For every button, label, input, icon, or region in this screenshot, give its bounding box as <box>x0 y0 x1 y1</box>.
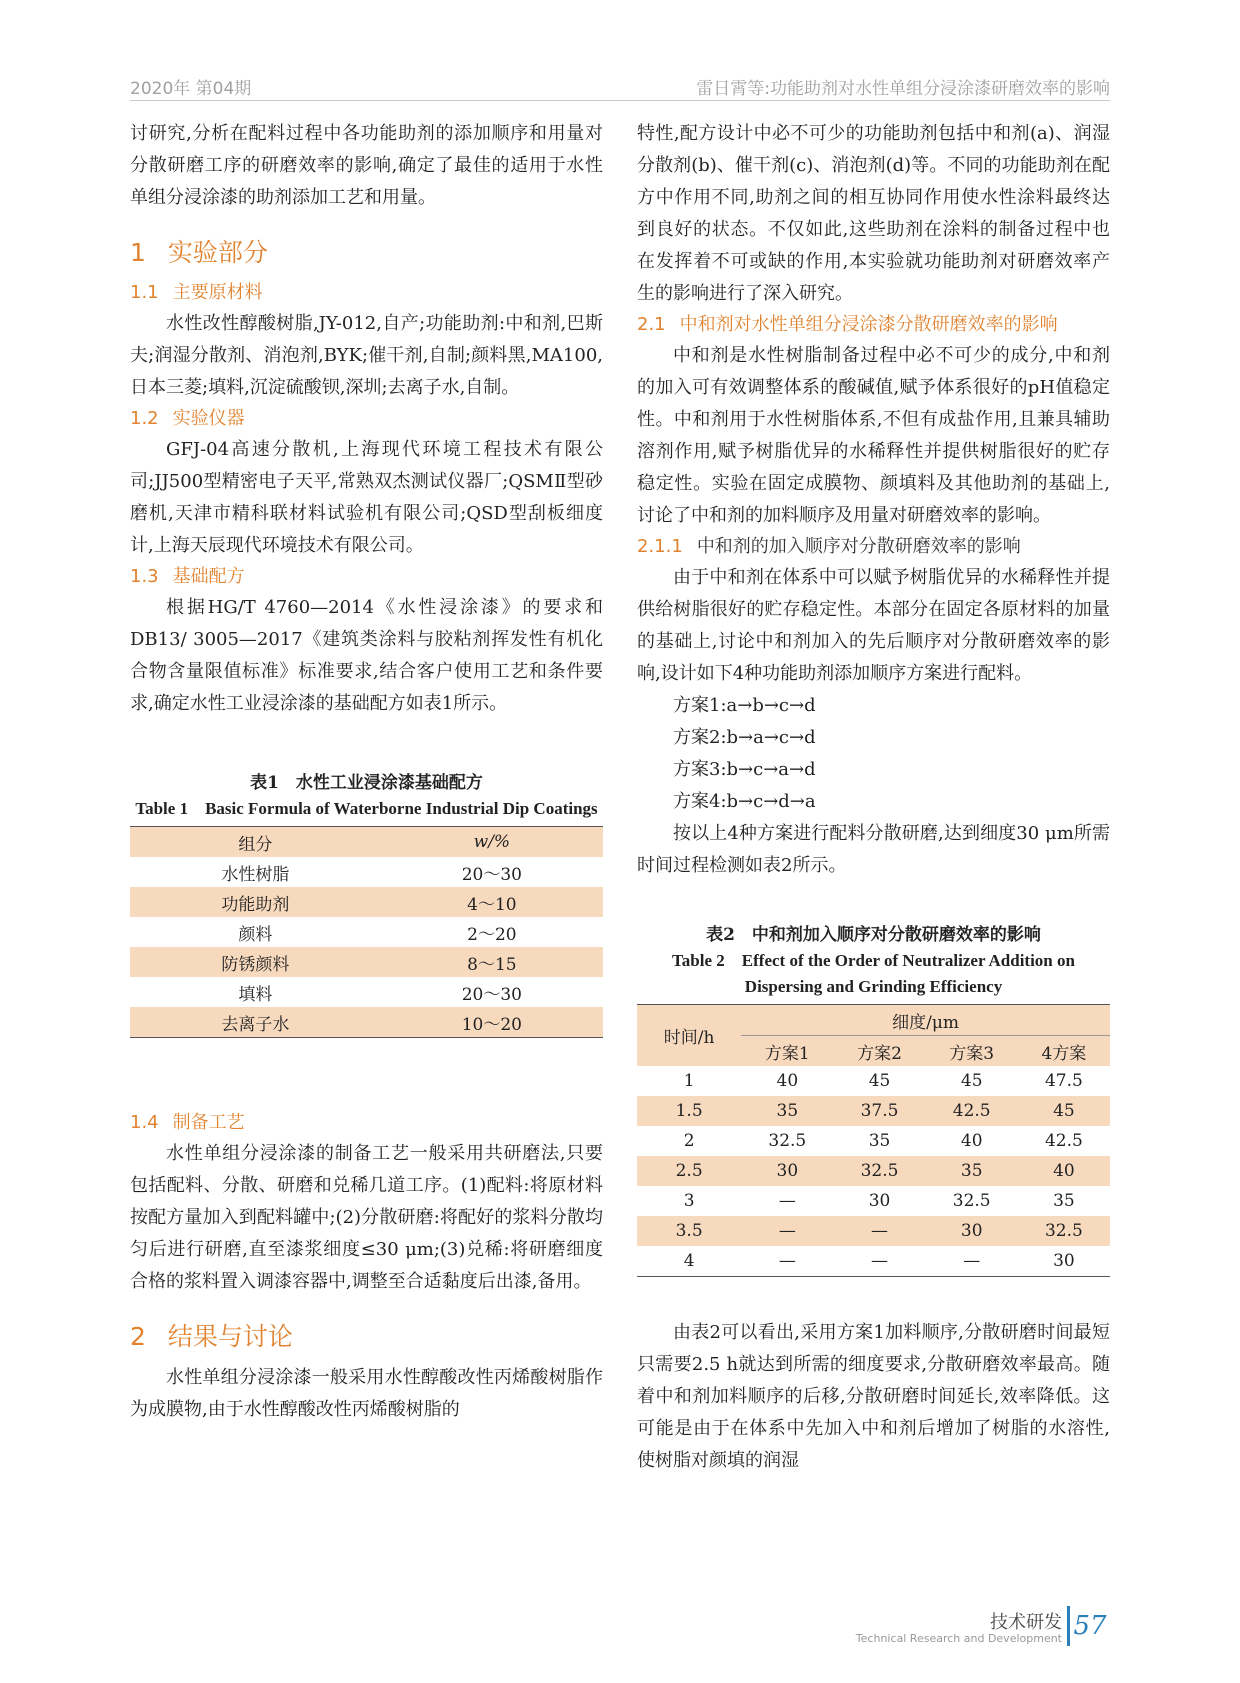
table-row: 填料 20～30 <box>238 984 522 1005</box>
footer-section-zh: 技术研发 <box>990 1612 1062 1633</box>
issue-label: 2020年 第04期 <box>130 79 252 99</box>
table2-header-scheme2: 方案2 <box>833 1036 925 1067</box>
table-row: 防锈颜料 8～15 <box>130 947 603 977</box>
table-row: 去离子水 10～20 <box>130 1007 603 1038</box>
intro-paragraph: 讨研究,分析在配料过程中各功能助剂的添加顺序和用量对分散研磨工序的研磨效率的影响,确定了最佳的适用于水性单组分浸涂漆的助剂添加工艺和用量。 <box>130 123 603 208</box>
section-1-3-heading: 1.3 基础配方 <box>130 566 245 587</box>
scheme-3: 方案3:b→c→a→d <box>673 759 816 780</box>
table-row: 颜料 2～20 <box>238 924 517 945</box>
footer-section-en: Technical Research and Development <box>855 1632 1062 1645</box>
section-2-1-1-heading: 2.1.1 中和剂的加入顺序对分散研磨效率的影响 <box>637 536 1021 557</box>
table-row: 2 32.5 35 40 42.5 <box>683 1131 1083 1151</box>
schemes-followup-paragraph: 按以上4种方案进行配料分散研磨,达到细度30 μm所需时间过程检测如表2所示。 <box>637 823 1110 876</box>
table2 <box>637 1004 1110 1277</box>
order-paragraph: 由于中和剂在体系中可以赋予树脂优异的水稀释性并提供给树脂很好的贮存稳定性。本部分在固定各原材料的加量的基础上,讨论中和剂加入的先后顺序对分散研磨效率的影响,设计如下4种功能助剂添加顺序方案进行配料。 <box>637 567 1110 684</box>
neutralizer-paragraph: 中和剂是水性树脂制备过程中必不可少的成分,中和剂的加入可有效调整体系的酸碱值,赋予体系很好的pH值稳定性。中和剂用于水性树脂体系,不但有成盐作用,且兼具辅助溶剂作用,赋予树脂优异的水稀释性并提供树脂很好的贮存稳定性。实验在固定成膜物、颜填料及其他助剂的基础上,讨论了中和剂的加料顺序及用量对研磨效率的影响。 <box>637 345 1110 526</box>
table1-caption-en: Table 1 Basic Formula of Waterborne Industrial Dip Coatings <box>135 799 598 818</box>
table2-header-fineness: 细度/μm <box>741 1005 1110 1036</box>
table2-header-time: 时间/h <box>637 1005 741 1067</box>
process-paragraph: 水性单组分浸涂漆的制备工艺一般采用共研磨法,只要包括配料、分散、研磨和兑稀几道工序。(1)配料:将原材料按配方量加入到配料罐中;(2)分散研磨:将配好的浆料分散均匀后进行研磨,直至漆浆细度≤30 μm;(3)兑稀:将研磨细度合格的浆料置入调漆容器中,调整至合适黏度后出漆,备用。 <box>130 1143 603 1292</box>
table-row: 2.5 30 32.5 35 40 <box>637 1156 1110 1186</box>
table-row: 水性树脂 20～30 <box>221 864 522 885</box>
analysis-paragraph: 由表2可以看出,采用方案1加料顺序,分散研磨时间最短只需要2.5 h就达到所需的细度要求,分散研磨效率最高。随着中和剂加料顺序的后移,分散研磨时间延长,效率降低。这可能是由于在体系中先加入中和剂后增加了树脂的水溶性,使树脂对颜填的润湿 <box>637 1322 1110 1471</box>
left-column <box>130 118 603 1426</box>
page-number: 57 <box>1067 1606 1110 1646</box>
article-running-title: 雷日霄等:功能助剂对水性单组分浸涂漆研磨效率的影响 <box>696 79 1110 99</box>
table1-caption-zh: 表1 水性工业浸涂漆基础配方 <box>250 773 483 793</box>
table1 <box>130 826 603 1038</box>
section-2-heading: 2 结果与讨论 <box>130 1322 293 1351</box>
table2-caption-en: Table 2 Effect of the Order of Neutralizer Addition on Dispersing and Grinding Efficiency <box>672 951 1075 996</box>
continued-paragraph: 特性,配方设计中必不可少的功能助剂包括中和剂(a)、润湿分散剂(b)、催干剂(c)、消泡剂(d)等。不同的功能助剂在配方中作用不同,助剂之间的相互协同作用使水性涂料最终达到良好的状态。不仅如此,这些助剂在涂料的制备过程中也在发挥着不可或缺的作用,本实验就功能助剂对研磨效率产生的影响进行了深入研究。 <box>637 123 1110 304</box>
table2-header-scheme1: 方案1 <box>741 1036 833 1067</box>
table1-header-w: w/% <box>381 827 603 858</box>
section-2-1-heading: 2.1 中和剂对水性单组分浸涂漆分散研磨效率的影响 <box>637 314 1058 335</box>
results-paragraph: 水性单组分浸涂漆一般采用水性醇酸改性丙烯酸树脂作为成膜物,由于水性醇酸改性丙烯酸树脂的 <box>130 1367 603 1420</box>
section-1-1-heading: 1.1 主要原材料 <box>130 282 263 303</box>
scheme-4: 方案4:b→c→d→a <box>673 791 816 812</box>
table-row: 4 — — — 30 <box>683 1251 1075 1271</box>
materials-paragraph: 水性改性醇酸树脂,JY-012,自产;功能助剂:中和剂,巴斯夫;润湿分散剂、消泡剂,BYK;催干剂,自制;颜料黑,MA100,日本三菱;填料,沉淀硫酸钡,深圳;去离子水,自制。 <box>130 313 603 398</box>
right-column <box>637 118 1110 1477</box>
running-header <box>130 60 1110 101</box>
table2-header-scheme4: 4方案 <box>1018 1036 1110 1067</box>
formula-paragraph: 根据HG/T 4760—2014《水性浸涂漆》的要求和DB13/ 3005—2017《建筑类涂料与胶粘剂挥发性有机化合物含量限值标准》标准要求,结合客户使用工艺和条件要求,确定水性工业浸涂漆的基础配方如表1所示。 <box>130 597 603 714</box>
scheme-1: 方案1:a→b→c→d <box>673 695 816 716</box>
table2-caption-zh: 表2 中和剂加入顺序对分散研磨效率的影响 <box>706 925 1041 945</box>
scheme-2: 方案2:b→a→c→d <box>673 727 816 748</box>
table2-header-scheme3: 方案3 <box>926 1036 1018 1067</box>
section-1-heading: 1 实验部分 <box>130 238 268 267</box>
section-1-4-heading: 1.4 制备工艺 <box>130 1112 245 1133</box>
instruments-paragraph: GFJ-04高速分散机,上海现代环境工程技术有限公司;JJ500型精密电子天平,常熟双杰测试仪器厂;QSMⅡ型砂磨机,天津市精科联材料试验机有限公司;QSD型刮板细度计,上海天辰现代环境技术有限公司。 <box>130 439 603 556</box>
table-row: 1 40 45 45 47.5 <box>683 1071 1083 1091</box>
table1-header-component: 组分 <box>130 827 381 858</box>
section-1-2-heading: 1.2 实验仪器 <box>130 408 245 429</box>
table-row: 功能助剂 4～10 <box>130 887 603 917</box>
table-row: 1.5 35 37.5 42.5 45 <box>637 1096 1110 1126</box>
table-row: 3 — 30 32.5 35 <box>683 1191 1075 1211</box>
table-row: 3.5 — — 30 32.5 <box>637 1216 1110 1246</box>
